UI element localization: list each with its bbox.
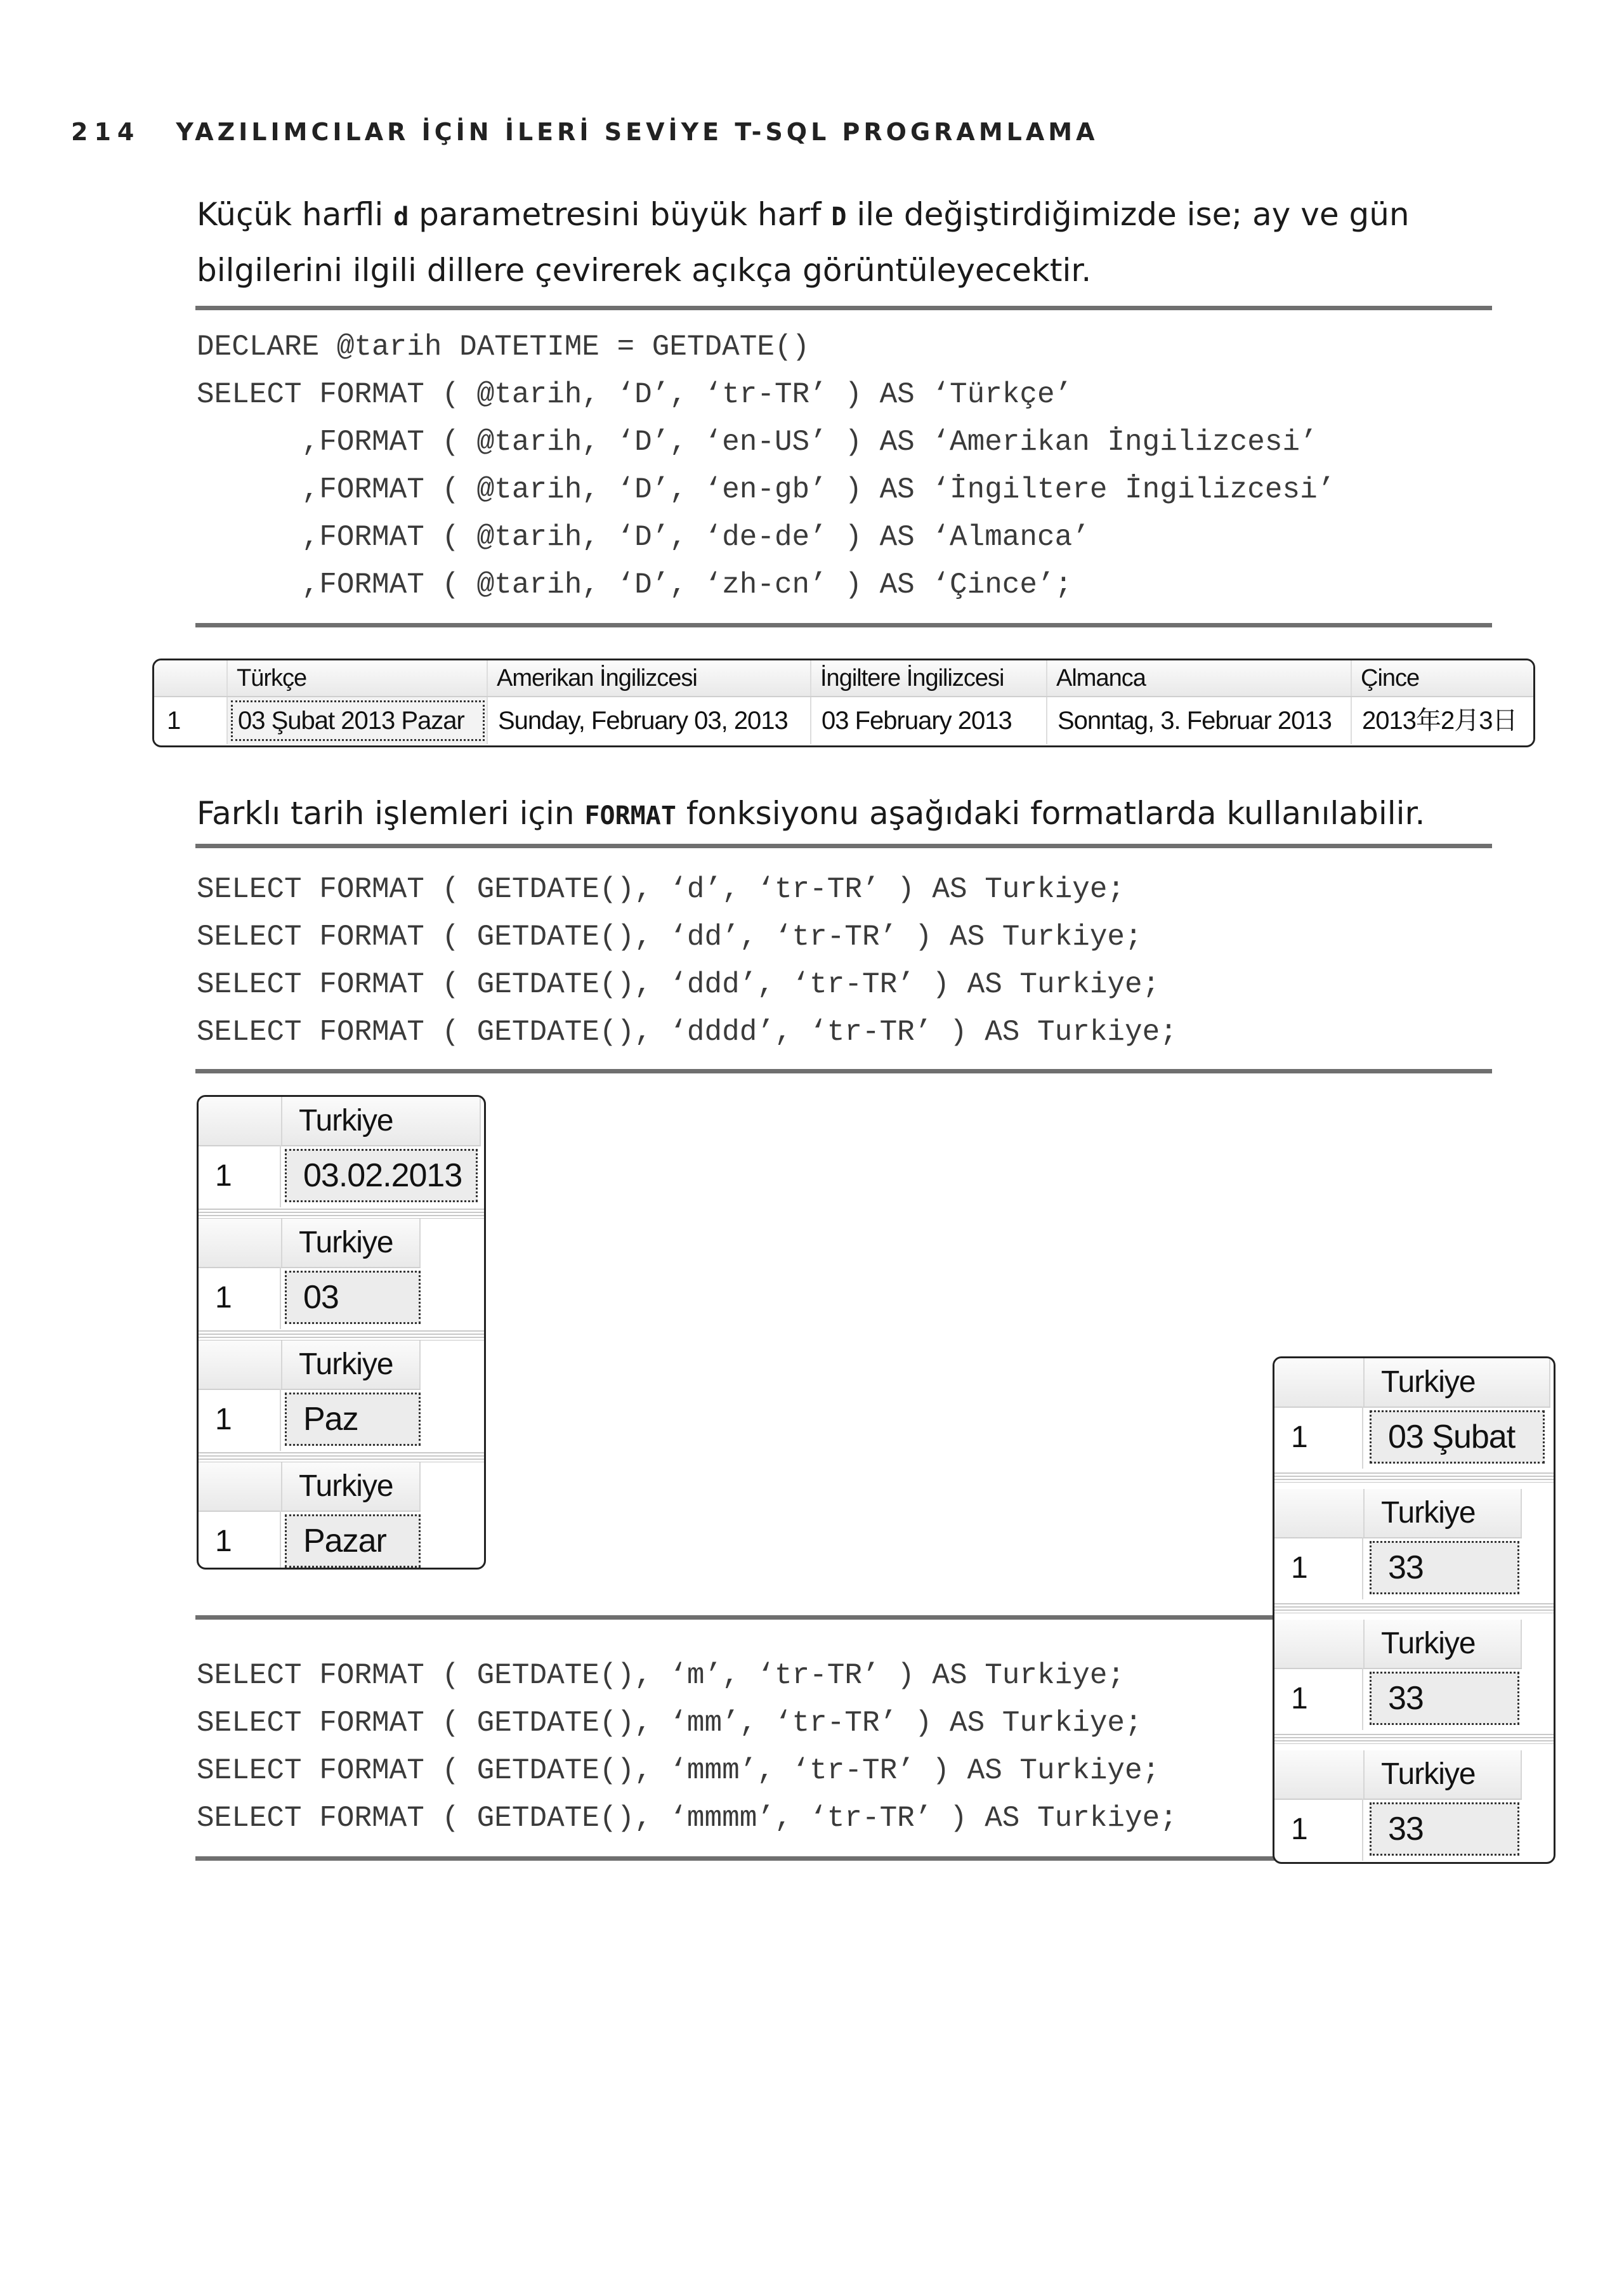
book-title: YAZILIMCILAR İÇİN İLERİ SEVİYE T-SQL PROGRAMLAMA xyxy=(176,118,1099,146)
para2-code-format: FORMAT xyxy=(584,801,676,830)
grid-separator xyxy=(1274,1472,1554,1483)
rule-bottom-code2 xyxy=(195,1069,1492,1073)
para1-code-d: d xyxy=(393,202,409,232)
column-header[interactable]: Amerikan İngilizcesi xyxy=(488,660,811,696)
result-block xyxy=(199,1341,484,1462)
column-header[interactable]: Turkiye xyxy=(282,1462,421,1511)
column-header[interactable]: Turkiye xyxy=(282,1219,421,1267)
grid-cell-selected[interactable]: Pazar xyxy=(285,1514,421,1568)
row-number-cell: 1 xyxy=(199,1267,281,1329)
column-header[interactable]: Türkçe xyxy=(228,660,488,696)
page-number: 214 xyxy=(71,118,141,146)
row-number-header xyxy=(199,1097,282,1145)
grid-cell[interactable]: Sunday, February 03, 2013 xyxy=(488,697,811,744)
row-number-cell: 1 xyxy=(1274,1406,1363,1469)
grid-cell[interactable]: 03 February 2013 xyxy=(811,697,1047,744)
row-number-header xyxy=(1274,1750,1365,1799)
result-block xyxy=(1274,1489,1554,1611)
grid-separator xyxy=(199,1452,484,1462)
grid-cell-selected[interactable]: 03 Şubat xyxy=(1370,1410,1545,1464)
result-block xyxy=(1274,1358,1554,1480)
row-number-header xyxy=(199,1341,282,1389)
rule-bottom-code1 xyxy=(195,623,1492,627)
para2-text-a: Farklı tarih işlemleri için xyxy=(197,795,585,832)
row-number-header xyxy=(1274,1620,1365,1668)
para2-text-b: fonksiyonu aşağıdaki formatlarda kullanılabilir. xyxy=(676,795,1425,832)
grid-separator xyxy=(1274,1603,1554,1613)
row-number-header xyxy=(154,660,228,696)
result-block xyxy=(199,1462,484,1570)
column-header[interactable]: Turkiye xyxy=(1365,1620,1522,1668)
column-header[interactable]: Turkiye xyxy=(1365,1489,1522,1537)
column-header[interactable]: İngiltere İngilizcesi xyxy=(811,660,1047,696)
row-number-cell: 1 xyxy=(154,697,228,744)
code-block-3: SELECT FORMAT ( GETDATE(), ‘m’, ‘tr-TR’ ) AS Turkiye; SELECT FORMAT ( GETDATE(), ‘mm’, ‘tr-TR’ ) AS Turkiye; SELECT FORMAT ( GETDATE(), ‘mmm’, ‘tr-TR’ ) AS Turkiye; SELECT FORMAT ( GETDATE(), ‘mmmm’, ‘tr-TR’ ) AS Turkiye; xyxy=(197,1659,1177,1835)
grid-cell[interactable]: Sonntag, 3. Februar 2013 xyxy=(1047,697,1352,744)
row-number-cell: 1 xyxy=(199,1511,281,1570)
grid-separator xyxy=(1274,1734,1554,1744)
result-grid-day-formats xyxy=(197,1095,486,1570)
column-header[interactable]: Turkiye xyxy=(282,1341,421,1389)
row-number-cell: 1 xyxy=(199,1145,281,1207)
column-header[interactable]: Turkiye xyxy=(1365,1750,1522,1799)
para1-text-c: ile değiştirdiğimizde ise; ay ve gün bilgilerini ilgili dillere çevirerek açıkça görüntüleyecektir. xyxy=(197,196,1410,289)
result-block xyxy=(1274,1750,1554,1864)
table-row xyxy=(154,697,1533,744)
row-number-cell: 1 xyxy=(1274,1668,1363,1730)
grid-cell-selected[interactable]: 03 Şubat 2013 Pazar xyxy=(228,697,488,744)
grid-header-row xyxy=(154,660,1533,697)
grid-cell[interactable]: 2013年2月3日 xyxy=(1362,707,1517,735)
column-header[interactable]: Çince xyxy=(1361,665,1420,692)
result-grid-languages xyxy=(152,659,1535,747)
column-header[interactable]: Almanca xyxy=(1047,660,1352,696)
grid-cell-selected[interactable]: 03.02.2013 xyxy=(285,1149,478,1202)
code-block-1: DECLARE @tarih DATETIME = GETDATE() SELECT FORMAT ( @tarih, ‘D’, ‘tr-TR’ ) AS ‘Türkçe’ ,FORMAT ( @tarih, ‘D’, ‘en-US’ ) AS ‘Amerikan İngilizcesi’ ,FORMAT ( @tarih, ‘D’, ‘en-gb’ ) AS ‘İngiltere İngilizcesi’ ,FORMAT ( @tarih, ‘D’, ‘de-de’ ) AS ‘Almanca’ ,FORMAT ( @tarih, ‘D’, ‘zh-cn’ ) AS ‘Çince’; xyxy=(197,331,1335,601)
result-block xyxy=(1274,1620,1554,1741)
para1-text-b: parametresini büyük harf xyxy=(409,196,832,233)
rule-top-code1 xyxy=(195,306,1492,310)
row-number-cell: 1 xyxy=(1274,1537,1363,1599)
grid-cell-selected[interactable]: 33 xyxy=(1370,1802,1519,1856)
intro-paragraph xyxy=(197,188,1491,297)
format-paragraph xyxy=(197,787,1491,842)
row-number-header xyxy=(199,1462,282,1511)
result-block xyxy=(199,1097,484,1219)
row-number-header xyxy=(1274,1489,1365,1537)
grid-cell-selected[interactable]: Paz xyxy=(285,1393,421,1446)
grid-cell-selected[interactable]: 03 xyxy=(285,1271,421,1324)
row-number-cell: 1 xyxy=(199,1389,281,1451)
para1-code-D: D xyxy=(831,202,847,232)
row-number-header xyxy=(199,1219,282,1267)
grid-cell-selected[interactable]: 33 xyxy=(1370,1672,1519,1725)
grid-separator xyxy=(199,1209,484,1219)
row-number-cell: 1 xyxy=(1274,1799,1363,1861)
row-number-header xyxy=(1274,1358,1365,1406)
result-block xyxy=(199,1219,484,1341)
rule-top-code2 xyxy=(195,844,1492,848)
grid-separator xyxy=(199,1330,484,1341)
code-block-2: SELECT FORMAT ( GETDATE(), ‘d’, ‘tr-TR’ ) AS Turkiye; SELECT FORMAT ( GETDATE(), ‘dd’, ‘tr-TR’ ) AS Turkiye; SELECT FORMAT ( GETDATE(), ‘ddd’, ‘tr-TR’ ) AS Turkiye; SELECT FORMAT ( GETDATE(), ‘dddd’, ‘tr-TR’ ) AS Turkiye; xyxy=(197,873,1177,1049)
column-header[interactable]: Turkiye xyxy=(1365,1358,1550,1406)
running-header xyxy=(71,118,1099,146)
grid-cell-selected[interactable]: 33 xyxy=(1370,1541,1519,1594)
para1-text-a: Küçük harfli xyxy=(197,196,394,233)
column-header[interactable]: Turkiye xyxy=(282,1097,481,1145)
result-grid-month-formats xyxy=(1273,1356,1555,1864)
